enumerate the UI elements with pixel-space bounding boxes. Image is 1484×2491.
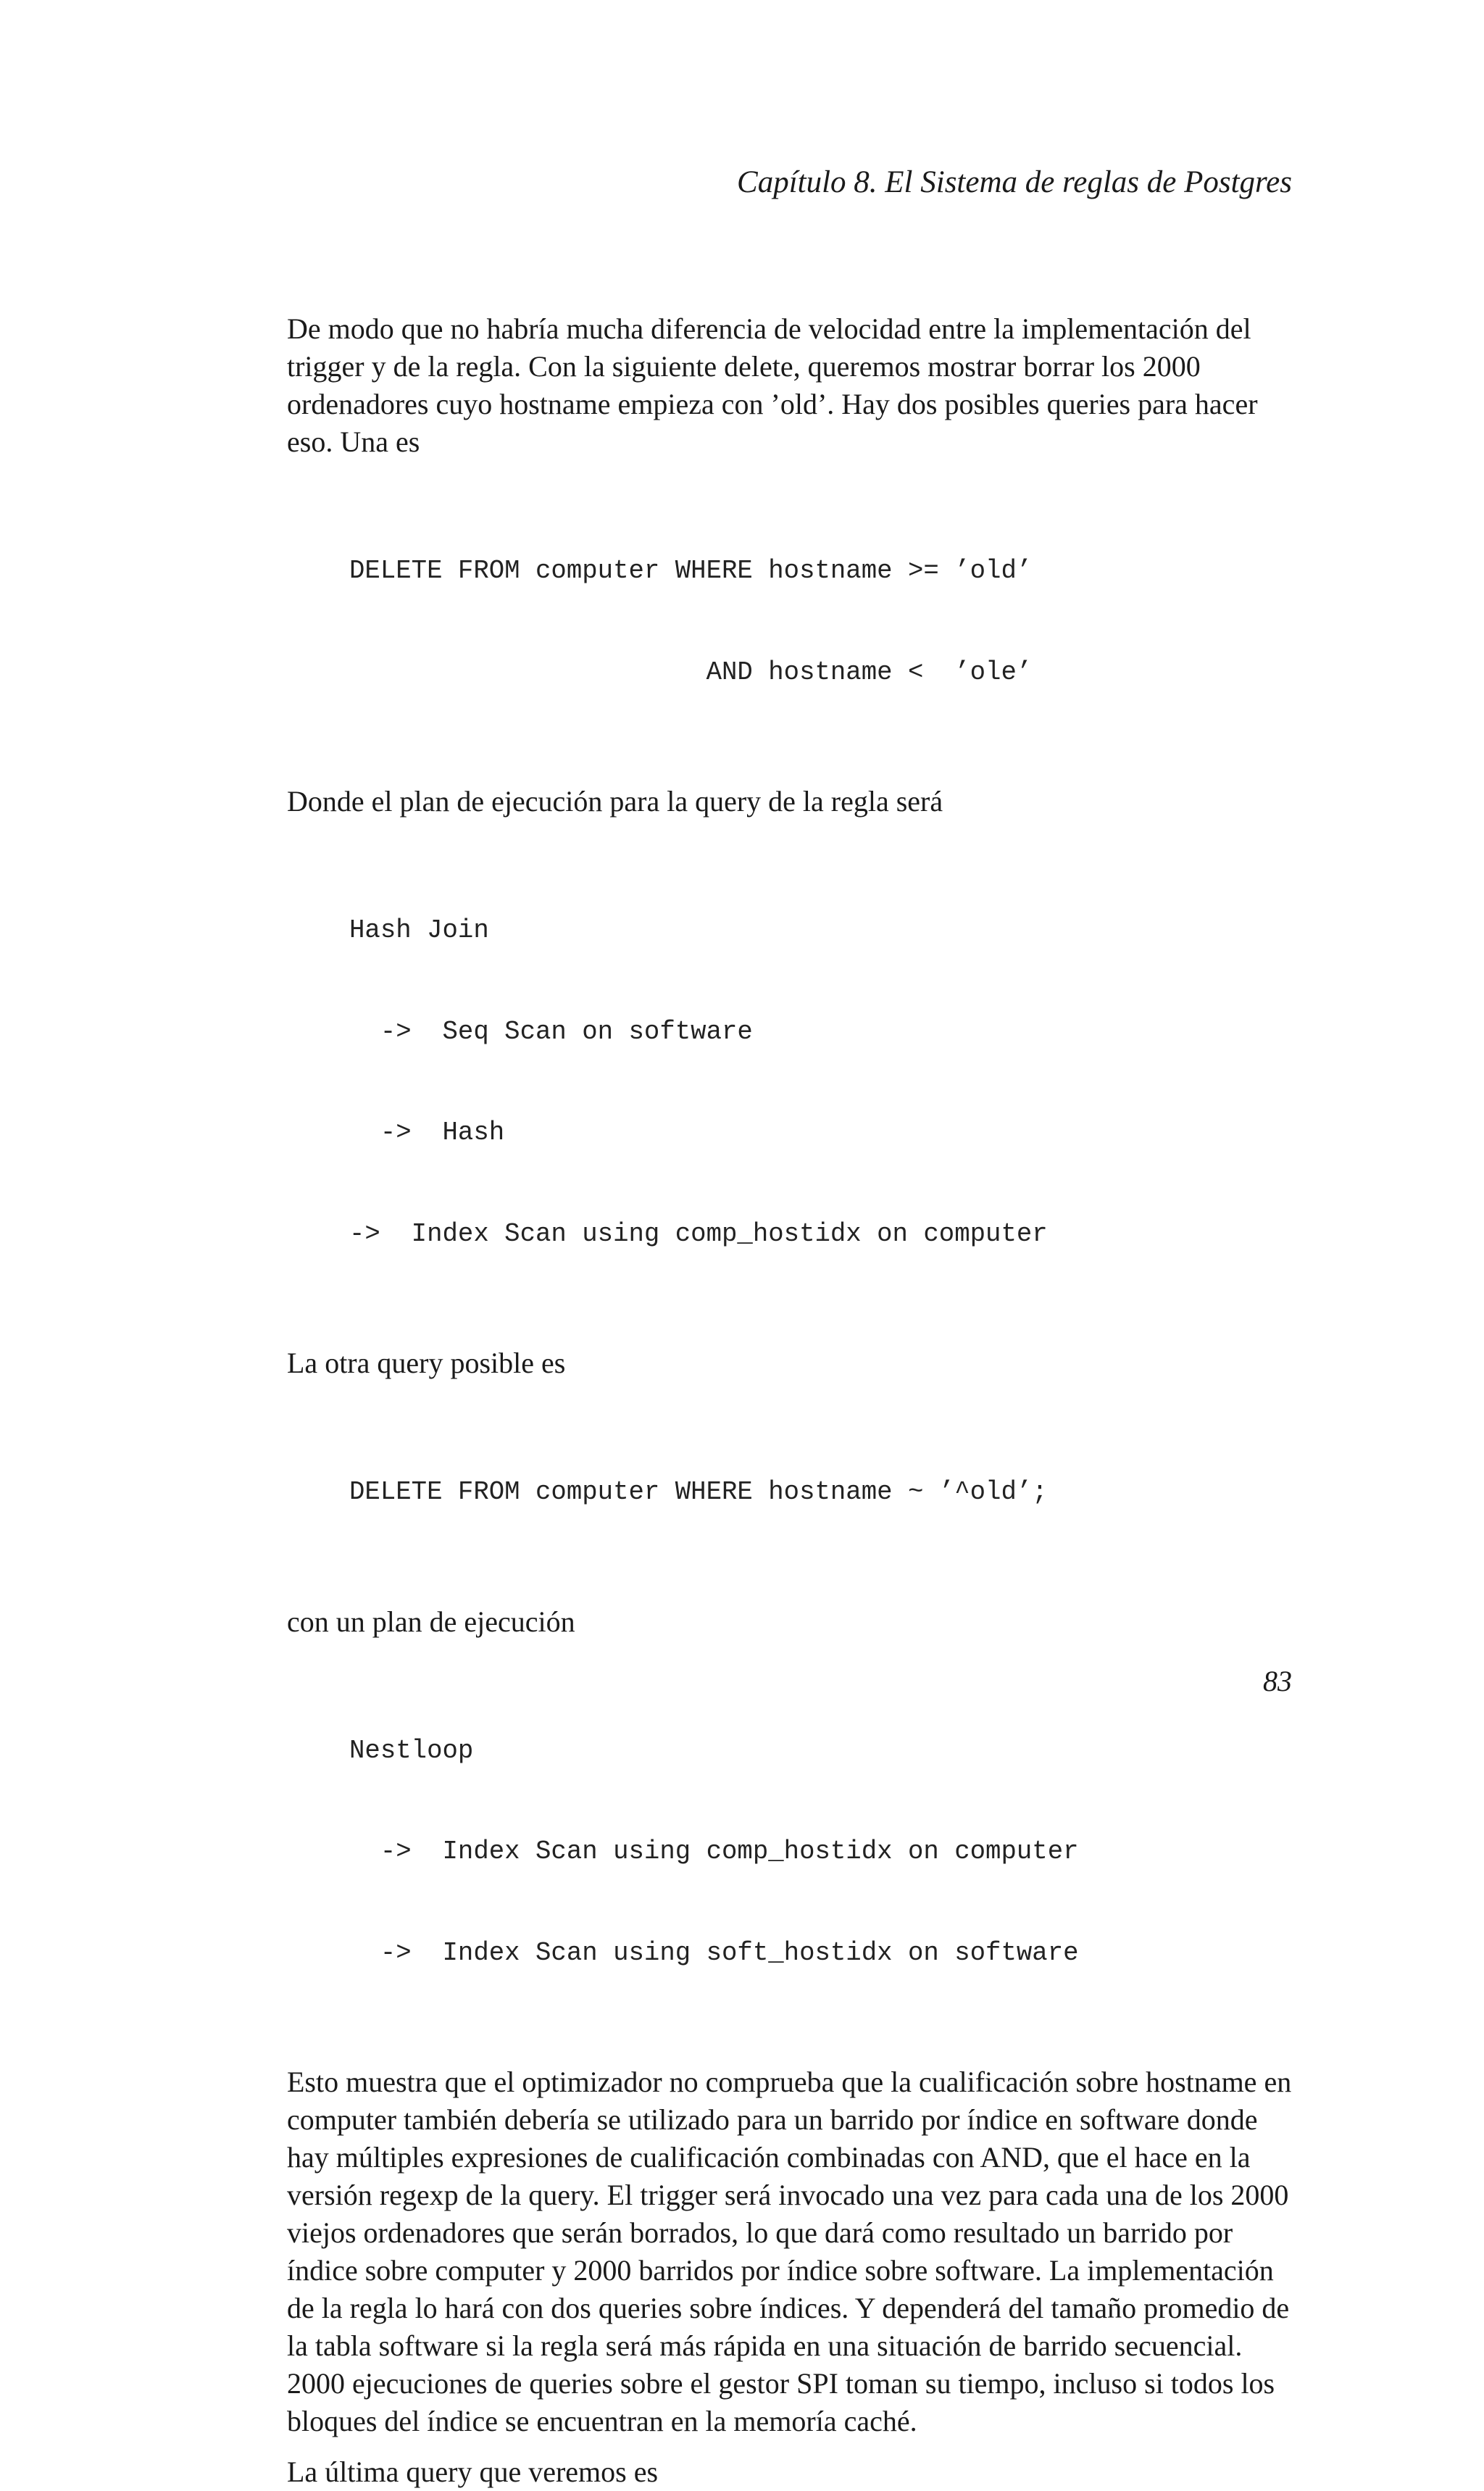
text-line: 2000 ejecuciones de queries sobre el gestor SPI toman su tiempo, incluso si todos los [287, 2367, 1275, 2400]
code-line: Hash Join [349, 915, 489, 945]
text-line: hay múltiples expresiones de cualificación combinadas con AND, que el hace en la [287, 2141, 1251, 2174]
code-block-hash-join-plan [287, 847, 1301, 1318]
code-line: AND hostname < ’ole’ [349, 657, 1033, 687]
page-number: 83 [1263, 1665, 1292, 1697]
page-content [287, 310, 1301, 2491]
text-line: computer también debería se utilizado para un barrido por índice en software donde [287, 2103, 1258, 2136]
text-line: con un plan de ejecución [287, 1605, 575, 1638]
code-line: -> Index Scan using comp_hostidx on computer [349, 1837, 1079, 1866]
text-line: ordenadores cuyo hostname empieza con ’old’. Hay dos posibles queries para hacer [287, 388, 1258, 420]
text-line: Esto muestra que el optimizador no comprueba que la cualificación sobre hostname en [287, 2066, 1292, 2098]
paragraph-plan-rule [287, 783, 1301, 820]
text-line: La otra query posible es [287, 1347, 566, 1379]
code-line: DELETE FROM computer WHERE hostname >= ’old’ [349, 556, 1033, 586]
code-block-delete-regexp [287, 1408, 1301, 1577]
code-block-delete-range [287, 487, 1301, 757]
paragraph-explanation [287, 2063, 1301, 2440]
code-line: DELETE FROM computer WHERE hostname ~ ’^old’; [349, 1477, 1048, 1507]
code-line: Nestloop [349, 1735, 474, 1766]
text-line: versión regexp de la query. El trigger será invocado una vez para cada una de los 2000 [287, 2179, 1289, 2211]
paragraph-last-query [287, 2453, 1301, 2491]
code-line: -> Seq Scan on software [349, 1016, 753, 1047]
code-line: -> Index Scan using soft_hostidx on software [349, 1937, 1079, 1968]
text-line: la tabla software si la regla será más rápida en una situación de barrido secuencial. [287, 2329, 1243, 2362]
text-line: bloques del índice se encuentran en la memoría caché. [287, 2405, 917, 2437]
code-block-nestloop-plan [287, 1667, 1301, 2038]
paragraph-plan-intro [287, 1603, 1301, 1641]
text-line: índice sobre computer y 2000 barridos por índice sobre software. La implementación [287, 2254, 1274, 2287]
text-line: trigger y de la regla. Con la siguiente delete, queremos mostrar borrar los 2000 [287, 350, 1201, 383]
paragraph-other-query [287, 1344, 1301, 1382]
text-line: viejos ordenadores que serán borrados, lo que dará como resultado un barrido por [287, 2216, 1233, 2249]
text-line: eso. Una es [287, 425, 420, 458]
text-line: De modo que no habría mucha diferencia de velocidad entre la implementación del [287, 312, 1251, 345]
text-line: Donde el plan de ejecución para la query de la regla será [287, 785, 943, 818]
code-line: -> Index Scan using comp_hostidx on computer [349, 1218, 1048, 1249]
text-line: de la regla lo hará con dos queries sobre índices. Y dependerá del tamaño promedio de [287, 2292, 1290, 2324]
paragraph-intro [287, 310, 1301, 461]
code-line: -> Hash [349, 1118, 505, 1147]
chapter-header: Capítulo 8. El Sistema de reglas de Postgres [737, 165, 1292, 199]
text-line: La última query que veremos es [287, 2455, 659, 2488]
